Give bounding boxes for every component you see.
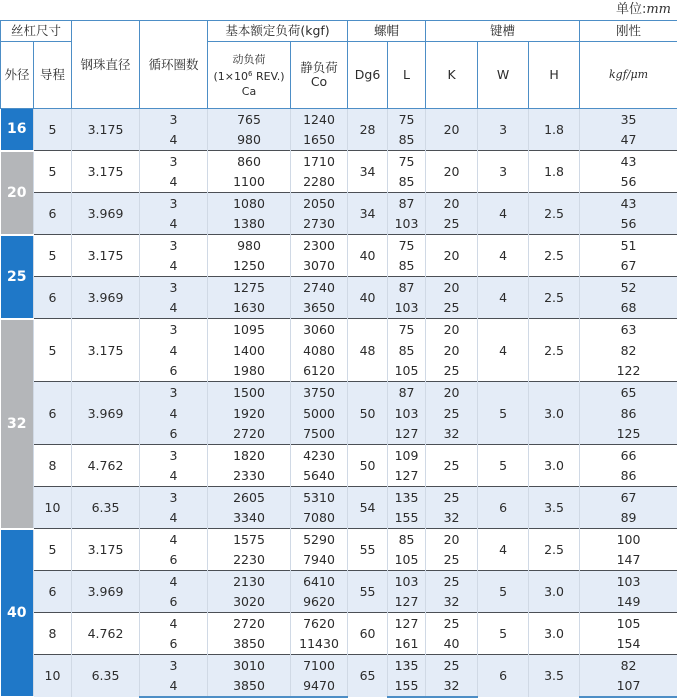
length-cell: 87	[388, 193, 426, 214]
rigidity-cell: 68	[580, 298, 677, 319]
keyway-h-cell: 2.5	[529, 319, 580, 382]
rigidity-cell: 43	[580, 151, 677, 172]
rigidity-cell: 56	[580, 172, 677, 193]
dynamic-load-cell: 2720	[208, 424, 291, 445]
lead-cell: 6	[34, 193, 72, 235]
circuits-cell: 4	[140, 214, 208, 235]
circuits-cell: 4	[140, 676, 208, 697]
dg6-cell: 34	[348, 193, 388, 235]
dynamic-load-cell: 2130	[208, 571, 291, 592]
keyway-k-cell: 25	[426, 550, 478, 571]
table-row	[1, 193, 677, 214]
circuits-cell: 6	[140, 361, 208, 382]
keyway-k-cell: 25	[426, 655, 478, 676]
rigidity-cell: 105	[580, 613, 677, 634]
static-load-cell: 6410	[291, 571, 348, 592]
length-cell: 161	[388, 634, 426, 655]
dynamic-load-cell: 1820	[208, 445, 291, 466]
dg6-cell: 60	[348, 613, 388, 655]
length-cell: 87	[388, 382, 426, 403]
dg6-cell: 50	[348, 382, 388, 445]
dynamic-load-cell: 3010	[208, 655, 291, 676]
keyway-w-cell: 4	[478, 193, 529, 235]
keyway-k-cell: 40	[426, 634, 478, 655]
header-rigidity: 刚性	[580, 21, 677, 42]
table-row	[1, 277, 677, 298]
ball-diameter-cell: 4.762	[72, 613, 140, 655]
header-K: K	[426, 42, 478, 109]
ball-diameter-cell: 3.969	[72, 571, 140, 613]
keyway-k-cell: 32	[426, 676, 478, 697]
dynamic-load-cell: 1380	[208, 214, 291, 235]
static-load-cell: 5310	[291, 487, 348, 508]
lead-cell: 6	[34, 571, 72, 613]
dg6-cell: 40	[348, 277, 388, 319]
table-row	[1, 235, 677, 256]
dg6-cell: 54	[348, 487, 388, 529]
table-row	[1, 319, 677, 340]
dynamic-load-cell: 3850	[208, 676, 291, 697]
table-row	[1, 613, 677, 634]
static-load-cell: 7100	[291, 655, 348, 676]
circuits-cell: 6	[140, 550, 208, 571]
keyway-k-cell: 25	[426, 214, 478, 235]
keyway-h-cell: 3.5	[529, 655, 580, 697]
keyway-w-cell: 5	[478, 382, 529, 445]
static-load-cell: 7080	[291, 508, 348, 529]
circuits-cell: 6	[140, 634, 208, 655]
table-row	[1, 571, 677, 592]
keyway-k-cell: 25	[426, 298, 478, 319]
keyway-h-cell: 1.8	[529, 109, 580, 151]
dynamic-load-cell: 1920	[208, 403, 291, 424]
ball-diameter-cell: 3.175	[72, 109, 140, 151]
table-row	[1, 382, 677, 403]
static-load-cell: 9470	[291, 676, 348, 697]
rigidity-cell: 107	[580, 676, 677, 697]
rigidity-cell: 82	[580, 340, 677, 361]
circuits-cell: 4	[140, 529, 208, 550]
circuits-cell: 3	[140, 445, 208, 466]
dynamic-load-cell: 1400	[208, 340, 291, 361]
lead-cell: 5	[34, 235, 72, 277]
static-load-cell: 1650	[291, 130, 348, 151]
rigidity-cell: 86	[580, 466, 677, 487]
dynamic-load-cell: 1100	[208, 172, 291, 193]
rigidity-cell: 47	[580, 130, 677, 151]
ball-diameter-cell: 3.175	[72, 529, 140, 571]
dg6-cell: 28	[348, 109, 388, 151]
keyway-w-cell: 4	[478, 319, 529, 382]
static-load-cell: 7500	[291, 424, 348, 445]
dynamic-load-cell: 2330	[208, 466, 291, 487]
length-cell: 135	[388, 487, 426, 508]
header-L: L	[388, 42, 426, 109]
static-load-cell: 3060	[291, 319, 348, 340]
keyway-k-cell: 20	[426, 319, 478, 340]
dynamic-load-cell: 1250	[208, 256, 291, 277]
dynamic-load-cell: 1275	[208, 277, 291, 298]
header-rigidity-unit: kgf/μm	[580, 42, 677, 109]
rigidity-cell: 149	[580, 592, 677, 613]
static-load-cell: 1710	[291, 151, 348, 172]
static-load-cell: 5290	[291, 529, 348, 550]
length-cell: 103	[388, 214, 426, 235]
dynamic-load-cell: 860	[208, 151, 291, 172]
keyway-w-cell: 3	[478, 151, 529, 193]
circuits-cell: 4	[140, 130, 208, 151]
circuits-cell: 4	[140, 298, 208, 319]
rigidity-cell: 100	[580, 529, 677, 550]
outer-diameter-cell: 25	[1, 235, 34, 319]
dynamic-load-cell: 1500	[208, 382, 291, 403]
circuits-cell: 3	[140, 151, 208, 172]
keyway-w-cell: 5	[478, 613, 529, 655]
keyway-w-cell: 3	[478, 109, 529, 151]
rigidity-cell: 63	[580, 319, 677, 340]
lead-cell: 5	[34, 151, 72, 193]
length-cell: 85	[388, 256, 426, 277]
dg6-cell: 65	[348, 655, 388, 697]
keyway-h-cell: 2.5	[529, 235, 580, 277]
keyway-w-cell: 6	[478, 487, 529, 529]
keyway-k-cell: 25	[426, 403, 478, 424]
circuits-cell: 3	[140, 655, 208, 676]
length-cell: 75	[388, 235, 426, 256]
outer-diameter-cell: 40	[1, 529, 34, 697]
dynamic-load-cell: 1080	[208, 193, 291, 214]
header-circuits: 循环圈数	[140, 21, 208, 109]
ball-diameter-cell: 3.969	[72, 193, 140, 235]
lead-cell: 10	[34, 487, 72, 529]
keyway-h-cell: 2.5	[529, 529, 580, 571]
static-load-cell: 5000	[291, 403, 348, 424]
ball-diameter-cell: 6.35	[72, 655, 140, 697]
circuits-cell: 6	[140, 424, 208, 445]
ball-diameter-cell: 4.762	[72, 445, 140, 487]
keyway-k-cell: 20	[426, 151, 478, 193]
keyway-w-cell: 4	[478, 235, 529, 277]
circuits-cell: 4	[140, 172, 208, 193]
static-load-cell: 3650	[291, 298, 348, 319]
dynamic-load-cell: 2605	[208, 487, 291, 508]
ball-screw-spec-table	[0, 20, 677, 698]
rigidity-cell: 52	[580, 277, 677, 298]
length-cell: 75	[388, 151, 426, 172]
header-nut: 螺帽	[348, 21, 426, 42]
keyway-w-cell: 5	[478, 445, 529, 487]
keyway-h-cell: 3.0	[529, 613, 580, 655]
header-H: H	[529, 42, 580, 109]
static-load-cell: 2740	[291, 277, 348, 298]
length-cell: 85	[388, 340, 426, 361]
header-static-load: 静负荷 Co	[291, 42, 348, 109]
circuits-cell: 3	[140, 235, 208, 256]
lead-cell: 8	[34, 613, 72, 655]
rigidity-cell: 147	[580, 550, 677, 571]
length-cell: 135	[388, 655, 426, 676]
static-load-cell: 4230	[291, 445, 348, 466]
rigidity-cell: 103	[580, 571, 677, 592]
lead-cell: 5	[34, 529, 72, 571]
static-load-cell: 7620	[291, 613, 348, 634]
circuits-cell: 4	[140, 571, 208, 592]
length-cell: 127	[388, 424, 426, 445]
ball-diameter-cell: 3.969	[72, 382, 140, 445]
keyway-k-cell: 20	[426, 382, 478, 403]
length-cell: 87	[388, 277, 426, 298]
header-outer-diameter: 外径	[1, 42, 34, 109]
keyway-h-cell: 1.8	[529, 151, 580, 193]
static-load-cell: 7940	[291, 550, 348, 571]
rigidity-cell: 43	[580, 193, 677, 214]
static-load-cell: 6120	[291, 361, 348, 382]
circuits-cell: 4	[140, 508, 208, 529]
static-load-cell: 9620	[291, 592, 348, 613]
header-keyway: 键槽	[426, 21, 580, 42]
keyway-k-cell: 25	[426, 613, 478, 634]
keyway-h-cell: 3.0	[529, 571, 580, 613]
keyway-k-cell: 20	[426, 109, 478, 151]
circuits-cell: 3	[140, 277, 208, 298]
dynamic-load-cell: 1095	[208, 319, 291, 340]
keyway-w-cell: 4	[478, 277, 529, 319]
rigidity-cell: 67	[580, 487, 677, 508]
dynamic-load-cell: 1575	[208, 529, 291, 550]
rigidity-cell: 86	[580, 403, 677, 424]
length-cell: 103	[388, 571, 426, 592]
rigidity-cell: 82	[580, 655, 677, 676]
table-row	[1, 529, 677, 550]
unit-label: 单位:mm	[616, 0, 671, 20]
length-cell: 155	[388, 508, 426, 529]
table-row	[1, 445, 677, 466]
static-load-cell: 2730	[291, 214, 348, 235]
length-cell: 155	[388, 676, 426, 697]
outer-diameter-cell: 32	[1, 319, 34, 529]
dg6-cell: 34	[348, 151, 388, 193]
static-load-cell: 3750	[291, 382, 348, 403]
keyway-k-cell: 32	[426, 508, 478, 529]
dg6-cell: 50	[348, 445, 388, 487]
dg6-cell: 48	[348, 319, 388, 382]
keyway-k-cell: 25	[426, 487, 478, 508]
static-load-cell: 5640	[291, 466, 348, 487]
keyway-h-cell: 3.0	[529, 382, 580, 445]
lead-cell: 10	[34, 655, 72, 697]
rigidity-cell: 65	[580, 382, 677, 403]
dg6-cell: 55	[348, 529, 388, 571]
lead-cell: 6	[34, 382, 72, 445]
static-load-cell: 2300	[291, 235, 348, 256]
keyway-k-cell: 20	[426, 277, 478, 298]
outer-diameter-cell: 20	[1, 151, 34, 235]
header-dg6: Dg6	[348, 42, 388, 109]
ball-diameter-cell: 3.175	[72, 319, 140, 382]
length-cell: 105	[388, 361, 426, 382]
circuits-cell: 3	[140, 193, 208, 214]
dynamic-load-cell: 1630	[208, 298, 291, 319]
length-cell: 109	[388, 445, 426, 466]
circuits-cell: 3	[140, 487, 208, 508]
ball-diameter-cell: 3.969	[72, 277, 140, 319]
dynamic-load-cell: 2720	[208, 613, 291, 634]
keyway-k-cell: 25	[426, 571, 478, 592]
rigidity-cell: 125	[580, 424, 677, 445]
length-cell: 127	[388, 613, 426, 634]
lead-cell: 5	[34, 319, 72, 382]
header-ball-diameter: 钢珠直径	[72, 21, 140, 109]
static-load-cell: 4080	[291, 340, 348, 361]
circuits-cell: 3	[140, 109, 208, 130]
rigidity-cell: 67	[580, 256, 677, 277]
circuits-cell: 6	[140, 592, 208, 613]
ball-diameter-cell: 3.175	[72, 235, 140, 277]
dg6-cell: 40	[348, 235, 388, 277]
dynamic-load-cell: 2230	[208, 550, 291, 571]
keyway-k-cell: 20	[426, 235, 478, 277]
keyway-k-cell: 20	[426, 529, 478, 550]
dynamic-load-cell: 3020	[208, 592, 291, 613]
circuits-cell: 4	[140, 613, 208, 634]
table-row	[1, 655, 677, 676]
ball-diameter-cell: 3.175	[72, 151, 140, 193]
static-load-cell: 11430	[291, 634, 348, 655]
keyway-k-cell: 20	[426, 193, 478, 214]
header-dynamic-load: 动负荷 ($1\times 10^6$ REV.) Ca	[208, 42, 291, 109]
length-cell: 105	[388, 550, 426, 571]
ball-diameter-cell: 6.35	[72, 487, 140, 529]
length-cell: 85	[388, 172, 426, 193]
rigidity-cell: 66	[580, 445, 677, 466]
circuits-cell: 4	[140, 466, 208, 487]
rigidity-cell: 35	[580, 109, 677, 130]
circuits-cell: 3	[140, 319, 208, 340]
header-lead: 导程	[34, 42, 72, 109]
rigidity-cell: 89	[580, 508, 677, 529]
circuits-cell: 3	[140, 382, 208, 403]
keyway-k-cell: 25	[426, 361, 478, 382]
lead-cell: 5	[34, 109, 72, 151]
length-cell: 103	[388, 403, 426, 424]
length-cell: 127	[388, 592, 426, 613]
dynamic-load-cell: 3850	[208, 634, 291, 655]
keyway-h-cell: 2.5	[529, 277, 580, 319]
dg6-cell: 55	[348, 571, 388, 613]
static-load-cell: 2050	[291, 193, 348, 214]
length-cell: 103	[388, 298, 426, 319]
static-load-cell: 2280	[291, 172, 348, 193]
dynamic-load-cell: 765	[208, 109, 291, 130]
lead-cell: 6	[34, 277, 72, 319]
circuits-cell: 4	[140, 256, 208, 277]
dynamic-load-cell: 980	[208, 130, 291, 151]
outer-diameter-cell: 16	[1, 109, 34, 151]
keyway-w-cell: 5	[478, 571, 529, 613]
length-cell: 75	[388, 109, 426, 130]
dynamic-load-cell: 3340	[208, 508, 291, 529]
length-cell: 127	[388, 466, 426, 487]
rigidity-cell: 56	[580, 214, 677, 235]
keyway-k-cell: 32	[426, 424, 478, 445]
header-screw-size: 丝杠尺寸	[1, 21, 72, 42]
length-cell: 85	[388, 130, 426, 151]
keyway-w-cell: 6	[478, 655, 529, 697]
keyway-w-cell: 4	[478, 529, 529, 571]
circuits-cell: 4	[140, 403, 208, 424]
dynamic-load-cell: 980	[208, 235, 291, 256]
keyway-h-cell: 3.5	[529, 487, 580, 529]
table-row	[1, 487, 677, 508]
table-row	[1, 151, 677, 172]
keyway-h-cell: 3.0	[529, 445, 580, 487]
keyway-k-cell: 32	[426, 592, 478, 613]
length-cell: 75	[388, 319, 426, 340]
rigidity-cell: 51	[580, 235, 677, 256]
table-row	[1, 109, 677, 130]
length-cell: 85	[388, 529, 426, 550]
keyway-k-cell: 20	[426, 340, 478, 361]
rigidity-cell: 122	[580, 361, 677, 382]
keyway-k-cell: 25	[426, 445, 478, 487]
header-basic-load: 基本额定负荷(kgf)	[208, 21, 348, 42]
static-load-cell: 3070	[291, 256, 348, 277]
keyway-h-cell: 2.5	[529, 193, 580, 235]
rigidity-cell: 154	[580, 634, 677, 655]
header-W: W	[478, 42, 529, 109]
static-load-cell: 1240	[291, 109, 348, 130]
lead-cell: 8	[34, 445, 72, 487]
dynamic-load-cell: 1980	[208, 361, 291, 382]
circuits-cell: 4	[140, 340, 208, 361]
